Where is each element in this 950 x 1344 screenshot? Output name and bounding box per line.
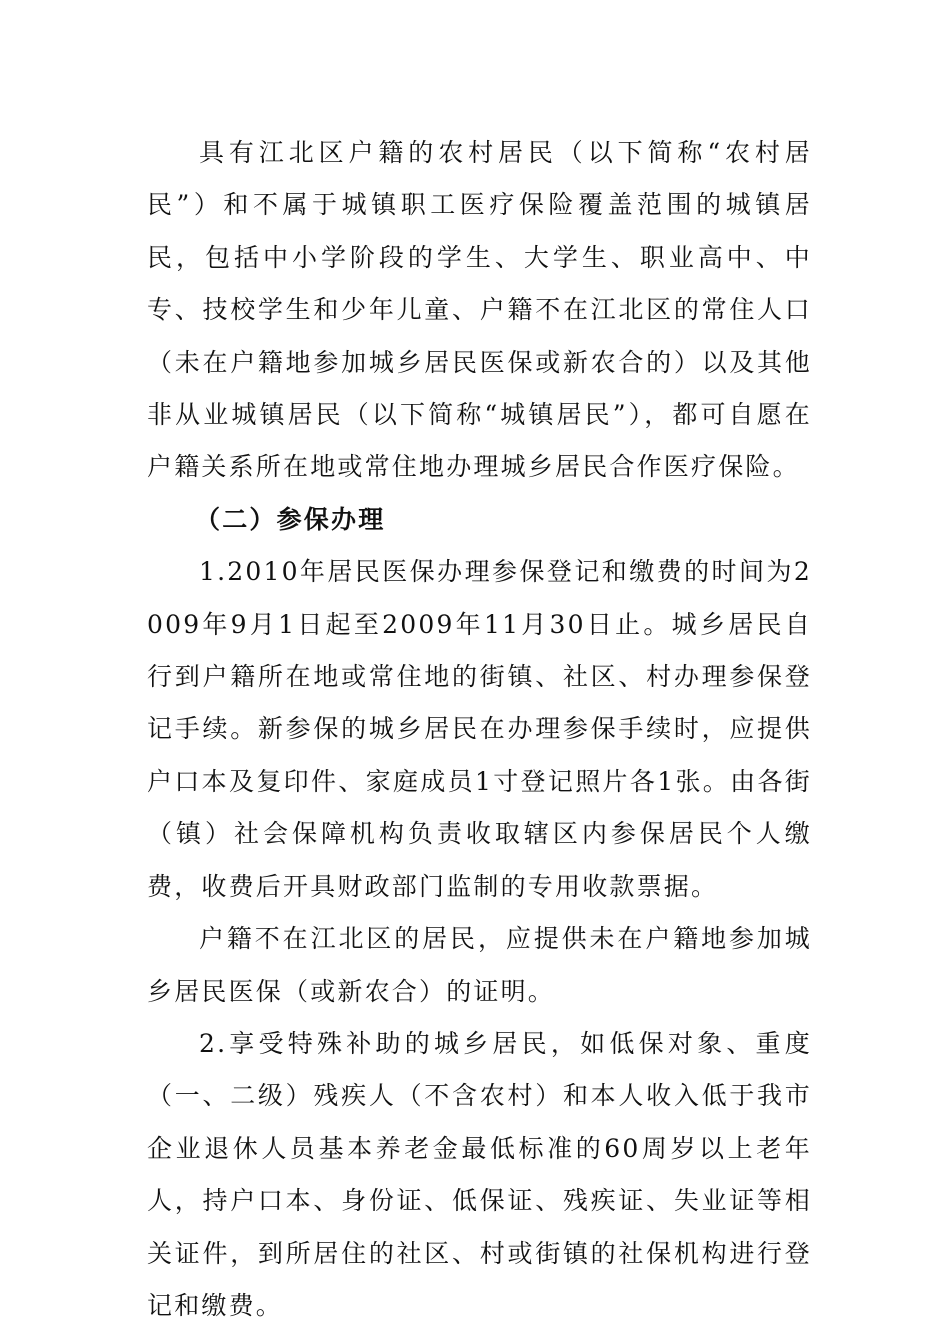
paragraph-enrollment-period: 1.2010年居民医保办理参保登记和缴费的时间为2009年9月1日起至2009年11月30日止。城乡居民自行到户籍所在地或常住地的街镇、社区、村办理参保登记手续。新参保的城乡居民在办理参保手续时，应提供户口本及复印件、家庭成员1寸登记照片各1张。由各街（镇）社会保障机构负责收取辖区内参保居民个人缴费，收费后开具财政部门监制的专用收款票据。	[147, 557, 812, 901]
paragraph-non-resident-proof: 户籍不在江北区的居民，应提供未在户籍地参加城乡居民医保（或新农合）的证明。	[147, 924, 812, 1006]
paragraph-special-subsidy: 2.享受特殊补助的城乡居民，如低保对象、重度（一、二级）残疾人（不含农村）和本人收入低于我市企业退休人员基本养老金最低标准的60周岁以上老年人，持户口本、身份证、低保证、残疾证、失业证等相关证件，到所居住的社区、村或街镇的社保机构进行登记和缴费。	[147, 1028, 812, 1320]
section-heading-enrollment: （二）参保办理	[195, 504, 386, 534]
document-body	[147, 127, 812, 1332]
paragraph-eligibility: 具有江北区户籍的农村居民（以下简称“农村居民”）和不属于城镇职工医疗保险覆盖范围的城镇居民，包括中小学阶段的学生、大学生、职业高中、中专、技校学生和少年儿童、户籍不在江北区的常住人口（未在户籍地参加城乡居民医保或新农合的）以及其他非从业城镇居民（以下简称“城镇居民”），都可自愿在户籍关系所在地或常住地办理城乡居民合作医疗保险。	[147, 138, 812, 482]
